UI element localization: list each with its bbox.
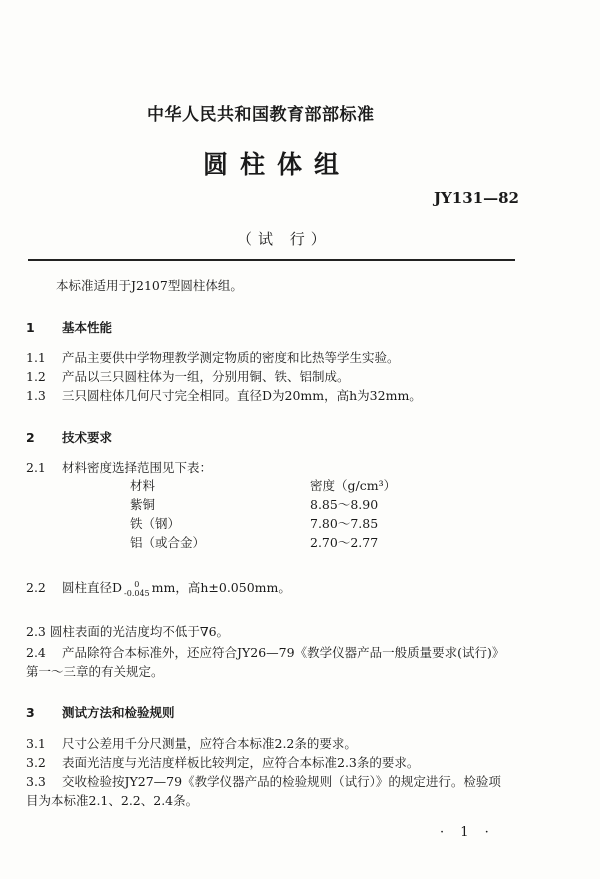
scope-statement: 本标准适用于J2107型圆柱体组。 bbox=[56, 278, 243, 293]
page-number: · 1 · bbox=[440, 825, 495, 840]
section-heading-1: 1 基本性能 bbox=[26, 320, 113, 335]
tolerance: 0 -0.045 bbox=[124, 579, 150, 598]
table-header-material: 材料 bbox=[130, 478, 156, 493]
clause-3-3-continued: 目为本标准2.1、2.2、2.4条。 bbox=[26, 793, 199, 808]
clause-1-2: 1.2 产品以三只圆柱体为一组，分别用铜、铁、铝制成。 bbox=[26, 369, 350, 384]
table-cell-density: 7.80～7.85 bbox=[310, 516, 379, 531]
clause-3-1: 3.1 尺寸公差用千分尺测量，应符合本标准2.2条的要求。 bbox=[26, 736, 357, 751]
section-heading-3: 3 测试方法和检验规则 bbox=[26, 705, 175, 720]
table-cell-density: 8.85～8.90 bbox=[310, 497, 379, 512]
issuing-organization: 中华人民共和国教育部部标准 bbox=[147, 105, 375, 125]
table-header-density: 密度（g/cm³） bbox=[310, 478, 397, 493]
clause-2-3: 2.3 圆柱表面的光洁度均不低于∇6。 bbox=[26, 624, 230, 639]
table-cell-material: 铁（钢） bbox=[130, 516, 181, 531]
clause-2-4-continued: 第一～三章的有关规定。 bbox=[26, 664, 164, 679]
table-cell-density: 2.70～2.77 bbox=[310, 535, 379, 550]
trial-status: （试 行） bbox=[237, 230, 332, 248]
table-cell-material: 铝（或合金） bbox=[130, 535, 206, 550]
clause-2-1: 2.1 材料密度选择范围见下表： bbox=[26, 460, 213, 475]
clause-3-2: 3.2 表面光洁度与光洁度样板比较判定，应符合本标准2.3条的要求。 bbox=[26, 755, 420, 770]
clause-2-4: 2.4 产品除符合本标准外，还应符合JY26—79《教学仪器产品一般质量要求(试行)》 bbox=[26, 645, 505, 660]
standard-code: JY131—82 bbox=[434, 189, 519, 207]
clause-2-2: 2.2 圆柱直径D 0 -0.045 mm，高h±0.050mm。 bbox=[26, 579, 291, 598]
section-heading-2: 2 技术要求 bbox=[26, 430, 113, 445]
clause-3-3: 3.3 交收检验按JY27—79《教学仪器产品的检验规则（试行）》的规定进行。检验项 bbox=[26, 774, 501, 789]
document-title: 圆柱体组 bbox=[203, 150, 352, 179]
header-divider bbox=[28, 259, 515, 261]
clause-1-1: 1.1 产品主要供中学物理教学测定物质的密度和比热等学生实验。 bbox=[26, 350, 400, 365]
table-cell-material: 紫铜 bbox=[130, 497, 156, 512]
clause-1-3: 1.3 三只圆柱体几何尺寸完全相同。直径D为20mm，高h为32mm。 bbox=[26, 388, 422, 403]
